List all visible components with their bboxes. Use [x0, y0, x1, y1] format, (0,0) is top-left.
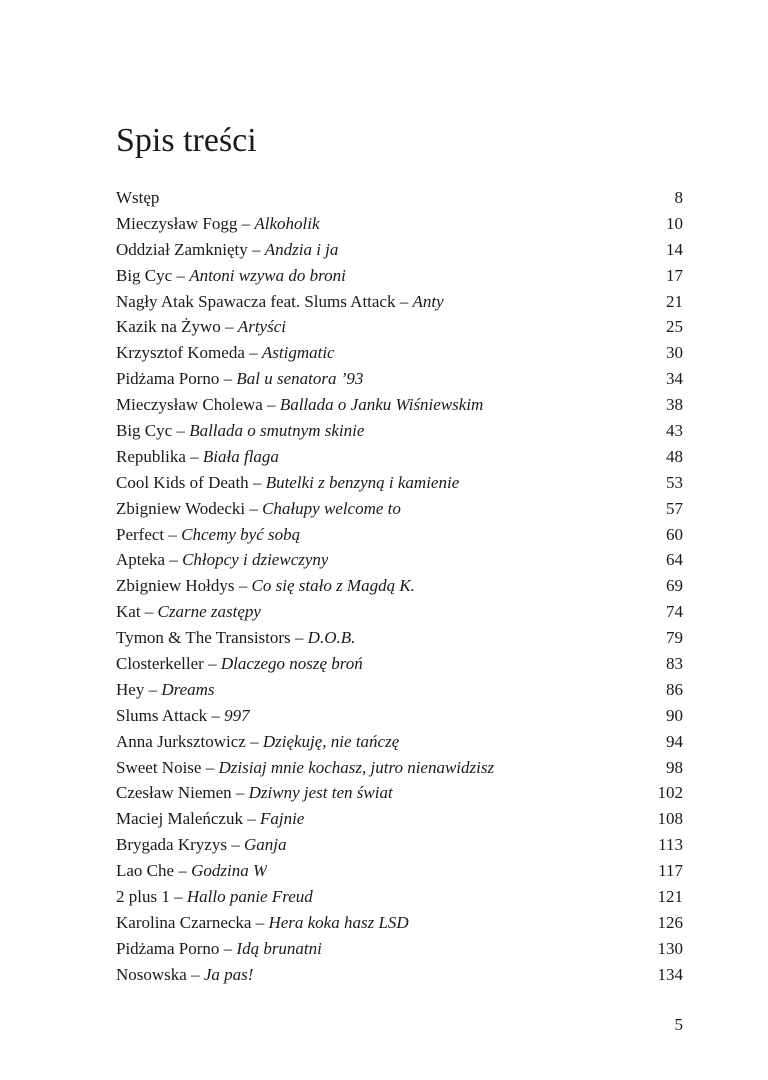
toc-entry-song: Dreams — [161, 679, 215, 699]
toc-entry-title — [116, 573, 415, 599]
toc-entry-page-number: 64 — [666, 550, 683, 570]
toc-entry-separator: – — [201, 757, 219, 777]
toc-entry-page-number: 69 — [666, 576, 683, 596]
toc-entry-separator: – — [165, 550, 183, 570]
toc-entry-artist: Krzysztof Komeda — [116, 343, 245, 363]
toc-entry-song: Andzia i ja — [264, 239, 339, 259]
toc-entry-artist: Wstęp — [116, 188, 160, 207]
toc-entry[interactable] — [116, 314, 683, 340]
toc-entry-page-number: 53 — [666, 472, 683, 492]
toc-entry-song: Idą brunatni — [236, 938, 322, 958]
toc-entry-separator: – — [140, 602, 158, 622]
toc-entry-separator: – — [203, 654, 221, 674]
toc-entry[interactable] — [116, 651, 683, 677]
toc-entry-song: Chcemy być sobą — [181, 524, 301, 544]
toc-entry-song: Hera koka hasz LSD — [268, 912, 409, 932]
toc-entry[interactable] — [116, 910, 683, 936]
toc-entry[interactable] — [116, 962, 683, 988]
toc-entry-artist: Mieczysław Cholewa — [116, 395, 263, 415]
toc-entry-song: Hallo panie Freud — [186, 887, 313, 907]
toc-entry-separator: – — [207, 705, 225, 725]
toc-entry-song: Ballada o smutnym skinie — [189, 421, 365, 441]
toc-entry-song: Alkoholik — [254, 213, 320, 233]
toc-entry[interactable] — [116, 599, 683, 625]
toc-entry-song: Antoni wzywa do broni — [189, 265, 346, 285]
table-of-contents — [116, 185, 683, 988]
toc-entry-title — [116, 651, 363, 677]
folio-page-number: 5 — [674, 1015, 683, 1034]
toc-entry-title — [116, 703, 250, 729]
toc-entry[interactable] — [116, 211, 683, 237]
toc-entry-song: Artyści — [237, 317, 286, 337]
toc-entry-title — [116, 263, 346, 289]
toc-entry-song: Co się stało z Magdą K. — [251, 576, 415, 596]
toc-entry-separator: – — [172, 421, 190, 441]
toc-entry-song: Biała flaga — [202, 446, 279, 466]
toc-entry-page-number: 86 — [666, 679, 683, 699]
toc-entry-page-number: 43 — [666, 421, 683, 441]
toc-entry-title — [116, 729, 399, 755]
toc-entry[interactable] — [116, 366, 683, 392]
toc-entry-separator: – — [185, 446, 203, 466]
toc-entry-title — [116, 237, 338, 263]
toc-entry-page-number: 30 — [666, 343, 683, 363]
toc-entry-song: Dzisiaj mnie kochasz, jutro nienawidzisz — [218, 757, 495, 777]
toc-entry[interactable] — [116, 418, 683, 444]
toc-entry-title — [116, 470, 459, 496]
toc-entry-title — [116, 392, 483, 418]
toc-entry-page-number: 17 — [666, 265, 683, 285]
toc-entry-page-number: 90 — [666, 705, 683, 725]
book-page — [116, 0, 683, 1080]
toc-entry-page-number: 14 — [666, 239, 683, 259]
toc-entry-artist: Kazik na Żywo — [116, 317, 221, 337]
toc-entry-separator: – — [219, 369, 237, 389]
toc-entry-title — [116, 444, 279, 470]
toc-entry-title — [116, 366, 363, 392]
toc-entry-song: 997 — [224, 705, 250, 725]
toc-entry-separator: – — [231, 783, 249, 803]
toc-entry[interactable] — [116, 237, 683, 263]
toc-entry-artist: Apteka — [116, 550, 166, 570]
toc-entry[interactable] — [116, 522, 683, 548]
toc-entry-artist: Closterkeller — [116, 654, 204, 674]
toc-entry-song: Chłopcy i dziewczyny — [182, 550, 329, 570]
toc-entry[interactable] — [116, 573, 683, 599]
toc-entry-separator: – — [395, 291, 413, 311]
toc-entry-artist: Nosowska — [116, 964, 187, 984]
toc-entry-song: Bal u senatora ’93 — [236, 369, 364, 389]
toc-entry-artist: Maciej Maleńczuk — [116, 809, 243, 829]
toc-entry-artist: Kat — [116, 602, 141, 622]
toc-entry-separator: – — [247, 239, 265, 259]
toc-entry-page-number: 117 — [658, 861, 683, 881]
toc-entry-title — [116, 547, 328, 573]
toc-entry-artist: 2 plus 1 — [116, 887, 170, 907]
toc-entry-artist: Pidżama Porno — [116, 938, 220, 958]
toc-entry-artist: Republika — [116, 446, 186, 466]
toc-entry-song: Dlaczego noszę broń — [220, 654, 363, 674]
toc-entry[interactable] — [116, 444, 683, 470]
toc-entry-song: Dziękuję, nie tańczę — [262, 731, 400, 751]
toc-entry-title — [116, 314, 286, 340]
toc-entry-title — [116, 962, 253, 988]
toc-entry-page-number: 60 — [666, 524, 683, 544]
toc-entry[interactable] — [116, 625, 683, 651]
toc-entry-title — [116, 910, 409, 936]
toc-entry-song: Dziwny jest ten świat — [248, 783, 393, 803]
toc-entry-title — [116, 755, 494, 781]
toc-entry-artist: Czesław Niemen — [116, 783, 232, 803]
toc-entry[interactable] — [116, 729, 683, 755]
toc-entry-artist: Big Cyc — [116, 265, 173, 285]
toc-entry-page-number: 38 — [666, 395, 683, 415]
toc-entry[interactable] — [116, 496, 683, 522]
toc-entry-title — [116, 832, 286, 858]
toc-entry-separator: – — [174, 861, 192, 881]
toc-entry-page-number: 8 — [674, 188, 683, 207]
toc-entry-page-number: 10 — [666, 213, 683, 233]
toc-entry-title — [116, 884, 313, 910]
toc-entry-title — [116, 625, 355, 651]
toc-entry-song: Astigmatic — [261, 343, 335, 363]
toc-entry-separator: – — [172, 265, 190, 285]
toc-entry-page-number: 121 — [657, 887, 683, 907]
toc-entry-song: Ja pas! — [203, 964, 254, 984]
toc-entry-artist: Pidżama Porno — [116, 369, 220, 389]
toc-entry-title — [116, 936, 322, 962]
toc-entry-separator: – — [244, 343, 262, 363]
toc-entry-artist: Nagły Atak Spawacza feat. Slums Attack — [116, 291, 396, 311]
toc-entry[interactable] — [116, 185, 683, 211]
toc-entry-separator: – — [248, 472, 266, 492]
toc-entry-page-number: 113 — [658, 835, 683, 855]
toc-entry-title — [116, 599, 261, 625]
toc-entry-artist: Perfect — [116, 524, 165, 544]
toc-entry-artist: Sweet Noise — [116, 757, 202, 777]
toc-entry-title — [116, 289, 444, 315]
toc-entry-page-number: 57 — [666, 498, 683, 518]
toc-entry-title — [116, 858, 267, 884]
toc-entry-title — [116, 496, 401, 522]
toc-entry-separator: – — [245, 731, 263, 751]
toc-entry[interactable] — [116, 755, 683, 781]
toc-entry-artist: Zbigniew Wodecki — [116, 498, 246, 518]
toc-entry-artist: Slums Attack — [116, 705, 208, 725]
toc-entry-separator: – — [169, 887, 187, 907]
toc-entry[interactable] — [116, 832, 683, 858]
toc-entry-separator: – — [144, 679, 162, 699]
toc-entry-page-number: 83 — [666, 654, 683, 674]
toc-entry-artist: Big Cyc — [116, 421, 173, 441]
toc-entry-page-number: 21 — [666, 291, 683, 311]
toc-entry-separator: – — [226, 835, 244, 855]
toc-entry-title — [116, 340, 335, 366]
toc-entry-separator: – — [219, 938, 237, 958]
toc-entry-separator: – — [164, 524, 182, 544]
toc-entry[interactable] — [116, 547, 683, 573]
toc-entry[interactable] — [116, 677, 683, 703]
toc-entry-artist: Lao Che — [116, 861, 175, 881]
toc-entry-page-number: 94 — [666, 731, 683, 751]
toc-entry-page-number: 130 — [657, 938, 683, 958]
toc-entry-artist: Hey — [116, 679, 145, 699]
toc-entry[interactable] — [116, 703, 683, 729]
toc-entry-page-number: 108 — [657, 809, 683, 829]
toc-entry-song: Chałupy welcome to — [262, 498, 401, 518]
toc-entry-title — [116, 677, 215, 703]
toc-entry-song: Anty — [412, 291, 444, 311]
toc-entry-artist: Zbigniew Hołdys — [116, 576, 235, 596]
toc-entry-song: Fajnie — [259, 809, 305, 829]
toc-entry-song: Ballada o Janku Wiśniewskim — [279, 395, 484, 415]
toc-entry-song: Czarne zastępy — [157, 602, 261, 622]
toc-entry-separator: – — [234, 576, 252, 596]
toc-entry-separator: – — [220, 317, 238, 337]
page-title: Spis treści — [116, 122, 257, 159]
toc-entry-artist: Anna Jurksztowicz — [116, 731, 246, 751]
toc-entry[interactable] — [116, 470, 683, 496]
toc-entry[interactable] — [116, 780, 683, 806]
toc-entry-title — [116, 780, 393, 806]
toc-entry-title — [116, 185, 159, 211]
toc-entry-artist: Tymon & The Transistors — [116, 628, 291, 648]
toc-entry-song: Butelki z benzyną i kamienie — [265, 472, 460, 492]
toc-entry-page-number: 48 — [666, 446, 683, 466]
toc-entry-page-number: 102 — [657, 783, 683, 803]
toc-entry-page-number: 134 — [657, 964, 683, 984]
toc-entry-page-number: 126 — [657, 912, 683, 932]
toc-entry-page-number: 79 — [666, 628, 683, 648]
toc-entry[interactable] — [116, 936, 683, 962]
toc-entry-page-number: 25 — [666, 317, 683, 337]
toc-entry-page-number: 74 — [666, 602, 683, 622]
toc-entry-title — [116, 522, 300, 548]
toc-entry-artist: Brygada Kryzys — [116, 835, 227, 855]
toc-entry-song: D.O.B. — [307, 628, 356, 648]
toc-entry[interactable] — [116, 340, 683, 366]
toc-entry-artist: Mieczysław Fogg — [116, 213, 238, 233]
toc-entry-separator: – — [245, 498, 263, 518]
toc-entry-separator: – — [186, 964, 204, 984]
toc-entry[interactable] — [116, 806, 683, 832]
toc-entry-song: Godzina W — [191, 861, 268, 881]
toc-entry-separator: – — [242, 809, 260, 829]
toc-entry[interactable] — [116, 289, 683, 315]
toc-entry-separator: – — [290, 628, 308, 648]
toc-entry[interactable] — [116, 858, 683, 884]
toc-entry-separator: – — [262, 395, 280, 415]
toc-entry-page-number: 98 — [666, 757, 683, 777]
toc-entry-title — [116, 806, 304, 832]
toc-entry-separator: – — [251, 912, 269, 932]
toc-entry-artist: Oddział Zamknięty — [116, 239, 248, 259]
toc-entry-title — [116, 211, 320, 237]
toc-entry-song: Ganja — [243, 835, 287, 855]
toc-entry-artist: Karolina Czarnecka — [116, 912, 252, 932]
toc-entry-title — [116, 418, 364, 444]
toc-entry-page-number: 34 — [666, 369, 683, 389]
toc-entry[interactable] — [116, 263, 683, 289]
toc-entry-separator: – — [237, 213, 255, 233]
toc-entry[interactable] — [116, 392, 683, 418]
toc-entry-artist: Cool Kids of Death — [116, 472, 249, 492]
toc-entry[interactable] — [116, 884, 683, 910]
